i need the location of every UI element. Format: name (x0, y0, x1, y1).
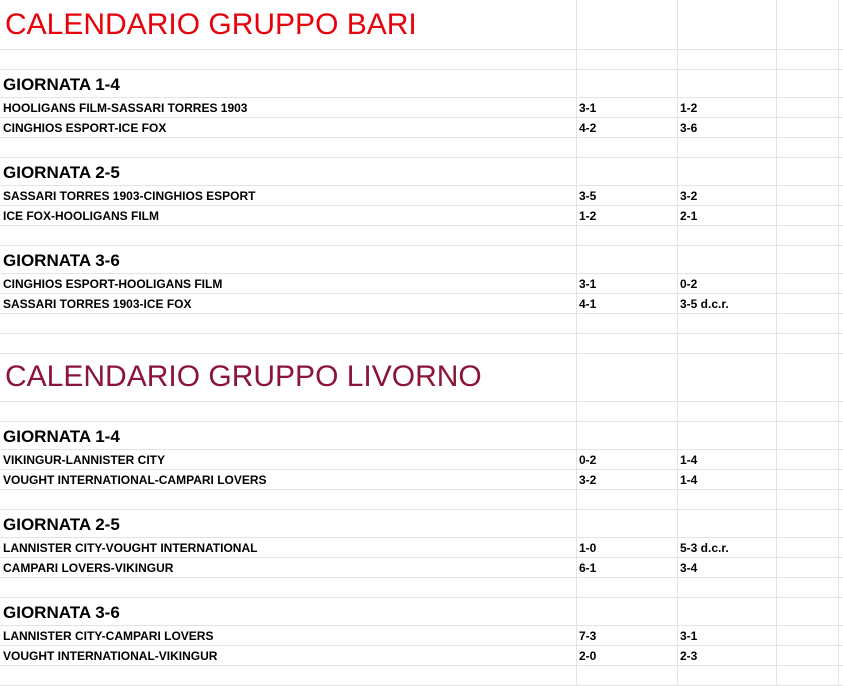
match-score-first-leg[interactable]: 7-3 (579, 629, 597, 643)
match-score-second-leg[interactable]: 2-3 (680, 649, 698, 663)
giornata-label[interactable]: GIORNATA 3-6 (3, 603, 120, 622)
match-score-first-leg[interactable]: 2-0 (579, 649, 597, 663)
match-teams[interactable]: SASSARI TORRES 1903-CINGHIOS ESPORT (3, 189, 256, 203)
sheet-row[interactable] (0, 246, 843, 274)
match-teams[interactable]: SASSARI TORRES 1903-ICE FOX (3, 297, 192, 311)
sheet-row[interactable] (0, 314, 843, 334)
match-teams[interactable]: VOUGHT INTERNATIONAL-CAMPARI LOVERS (3, 473, 267, 487)
match-score-first-leg[interactable]: 1-2 (579, 209, 597, 223)
match-score-second-leg[interactable]: 2-1 (680, 209, 698, 223)
giornata-label[interactable]: GIORNATA 3-6 (3, 251, 120, 270)
match-score-first-leg[interactable]: 3-1 (579, 101, 597, 115)
match-teams[interactable]: ICE FOX-HOOLIGANS FILM (3, 209, 159, 223)
sheet-row[interactable] (0, 70, 843, 98)
match-teams[interactable]: CINGHIOS ESPORT-HOOLIGANS FILM (3, 277, 223, 291)
match-teams[interactable]: LANNISTER CITY-CAMPARI LOVERS (3, 629, 214, 643)
sheet-row[interactable] (0, 510, 843, 538)
giornata-label[interactable]: GIORNATA 1-4 (3, 75, 120, 94)
section-title-bari[interactable]: CALENDARIO GRUPPO BARI (5, 8, 417, 41)
match-score-first-leg[interactable]: 3-5 (579, 189, 597, 203)
match-teams[interactable]: LANNISTER CITY-VOUGHT INTERNATIONAL (3, 541, 258, 555)
sheet-row[interactable] (0, 226, 843, 246)
giornata-label[interactable]: GIORNATA 1-4 (3, 427, 120, 446)
sheet-row[interactable] (0, 334, 843, 354)
match-score-first-leg[interactable]: 4-1 (579, 297, 597, 311)
sheet-row[interactable] (0, 578, 843, 598)
match-score-first-leg[interactable]: 0-2 (579, 453, 597, 467)
sheet-row[interactable] (0, 158, 843, 186)
section-title-livorno[interactable]: CALENDARIO GRUPPO LIVORNO (5, 360, 482, 393)
sheet-row[interactable] (0, 138, 843, 158)
match-score-second-leg[interactable]: 1-4 (680, 473, 698, 487)
match-score-second-leg[interactable]: 5-3 d.c.r. (680, 541, 729, 555)
match-score-second-leg[interactable]: 1-2 (680, 101, 698, 115)
match-score-second-leg[interactable]: 3-2 (680, 189, 698, 203)
sheet-row[interactable] (0, 422, 843, 450)
sheet-row[interactable] (0, 50, 843, 70)
giornata-label[interactable]: GIORNATA 2-5 (3, 163, 120, 182)
match-teams[interactable]: CINGHIOS ESPORT-ICE FOX (3, 121, 167, 135)
match-score-second-leg[interactable]: 0-2 (680, 277, 698, 291)
match-score-second-leg[interactable]: 3-4 (680, 561, 698, 575)
match-score-first-leg[interactable]: 3-1 (579, 277, 597, 291)
sheet-row[interactable] (0, 402, 843, 422)
match-score-second-leg[interactable]: 1-4 (680, 453, 698, 467)
match-teams[interactable]: VIKINGUR-LANNISTER CITY (3, 453, 165, 467)
match-score-first-leg[interactable]: 4-2 (579, 121, 597, 135)
giornata-label[interactable]: GIORNATA 2-5 (3, 515, 120, 534)
match-score-first-leg[interactable]: 6-1 (579, 561, 597, 575)
match-teams[interactable]: HOOLIGANS FILM-SASSARI TORRES 1903 (3, 101, 248, 115)
match-teams[interactable]: VOUGHT INTERNATIONAL-VIKINGUR (3, 649, 218, 663)
match-score-second-leg[interactable]: 3-5 d.c.r. (680, 297, 729, 311)
sheet-row[interactable] (0, 598, 843, 626)
sheet-row[interactable] (0, 666, 843, 686)
sheet-row[interactable] (0, 490, 843, 510)
match-teams[interactable]: CAMPARI LOVERS-VIKINGUR (3, 561, 174, 575)
match-score-second-leg[interactable]: 3-6 (680, 121, 698, 135)
match-score-second-leg[interactable]: 3-1 (680, 629, 698, 643)
match-score-first-leg[interactable]: 3-2 (579, 473, 597, 487)
match-score-first-leg[interactable]: 1-0 (579, 541, 597, 555)
